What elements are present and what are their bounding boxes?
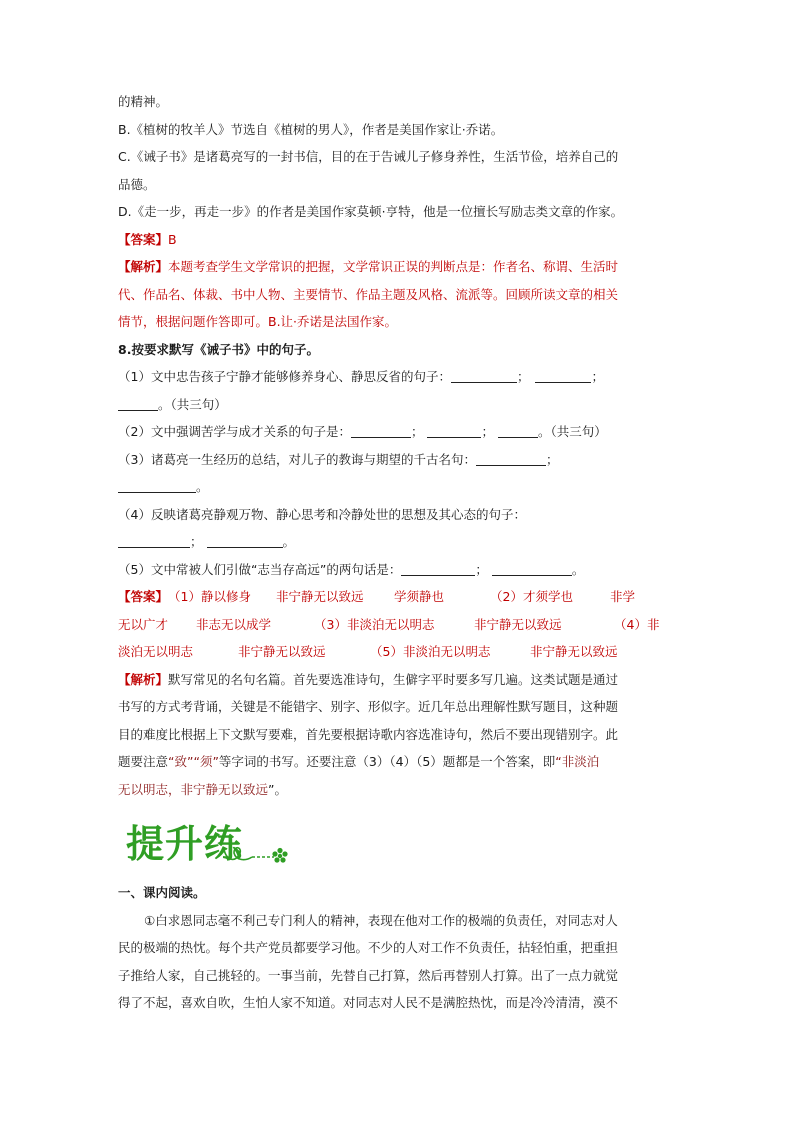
banner-title: 提升练 [126,822,244,866]
option-c: C.《诫子书》是诸葛亮写的一封书信，目的在于告诫儿子修身养性，生活节俭，培养自己的 [118,149,619,164]
q8-item2: （2）文中强调苦学与成才关系的句子是： ； ； 。（共三句） [118,424,607,439]
analysis-1-line2: 代、作品名、体裁、书中人物、主要情节、作品主题及风格、流派等。回顾所读文章的相关 [118,286,619,302]
fill-blank[interactable] [118,397,158,411]
analysis-2-line2: 书写的方式考背诵，关键是不能错字、别字、形似字。近几年总出理解性默写题目，这种题 [118,699,619,714]
option-d: D.《走一步，再走一步》的作者是美国作家莫顿·亨特，他是一位擅长写励志类文章的作家。 [118,204,624,219]
analysis-2-line5: 无以明志，非宁静无以致远”。 [118,781,287,797]
section-banner [118,811,678,873]
answer-1 [118,226,678,254]
answer-2-row3: 淡泊无以明志 非宁静无以致远 （5）非淡泊无以明志 非宁静无以致远 [118,644,618,659]
question-8-title: 8.按要求默写《诫子书》中的句子。 [118,341,319,357]
fill-blank[interactable] [427,424,481,438]
fill-blank[interactable] [401,562,475,576]
option-b: B.《植树的牧羊人》节选自《植树的男人》，作者是美国作家让·乔诺。 [118,121,504,137]
analysis-1-line1: 【解析】本题考查学生文学常识的把握，文学常识正误的判断点是：作者名、称谓、生活时 [118,259,619,274]
section-title: 一、课内阅读。 [118,885,206,900]
passage-line1: ①白求恩同志毫不利己专门利人的精神，表现在他对工作的极端的负责任，对同志对人 [144,912,618,928]
passage-line3: 子推给人家，自己挑轻的。一事当前，先替自己打算，然后再替别人打算。出了一点力就觉 [118,967,619,983]
q8-item1: （1）文中忠告孩子宁静才能够修养身心、静思反省的句子： ； ； [118,369,604,384]
q8-item1-cont: 。（共三句） [118,391,678,419]
analysis-tag: 【解析】 [118,671,169,687]
fill-blank[interactable] [207,534,283,548]
analysis-tag: 【解析】 [118,259,169,274]
fill-blank[interactable] [451,369,517,383]
option-c-cont: 品德。 [118,176,156,192]
fill-blank[interactable] [476,452,546,466]
answer-value: B [168,231,177,247]
fill-blank[interactable] [118,534,190,548]
q8-item5: （5）文中常被人们引做“志当存高远”的两句话是： ； 。 [118,561,585,577]
answer-tag: 【答案】 [118,589,169,604]
passage-line2: 民的极端的热忱。每个共产党员都要学习他。不少的人对工作不负责任，拈轻怕重，把重担 [118,940,619,955]
passage-line4: 得了不起，喜欢自吹，生怕人家不知道。对同志对人民不是满腔热忱，而是冷冷清清，漠不 [118,995,619,1010]
fill-blank[interactable] [492,562,572,576]
q8-item3: （3）诸葛亮一生经历的总结，对儿子的教诲与期望的千古名句： ； [118,451,559,467]
q8-item3-cont: 。 [118,473,678,501]
document-page [118,88,678,1017]
analysis-2-line3: 目的难度比根据上下文默写要难，首先要根据诗歌内容选准诗句，然后不要出现错别字。此 [118,726,619,742]
answer-2-row1: 【答案】（1）静以修身 非宁静无以致远 学须静也 （2）才须学也 非学 [118,589,636,604]
text-line: 的精神。 [118,94,169,109]
answer-tag: 【答案】 [118,231,169,247]
analysis-2-line4: 题要注意“致”“须”等字词的书写。还要注意（3）（4）（5）题都是一个答案，即“非淡泊 [118,754,600,769]
fill-blank[interactable] [351,424,411,438]
analysis-2-line1: 【解析】默写常见的名句名篇。首先要选准诗句，生僻字平时要多写几遍。这类试题是通过 [118,671,619,687]
swirl-decoration-icon [222,839,292,869]
fill-blank[interactable] [535,369,591,383]
fill-blank[interactable] [118,479,196,493]
fill-blank[interactable] [498,424,538,438]
answer-2-row2: 无以广才 非志无以成学 （3）非淡泊无以明志 非宁静无以致远 （4）非 [118,616,660,632]
analysis-1-line3: 情节，根据问题作答即可。B.让·乔诺是法国作家。 [118,314,398,329]
q8-item4-cont: ； 。 [118,528,678,556]
q8-item4: （4）反映诸葛亮静观万物、静心思考和冷静处世的思想及其心态的句子： [118,506,526,522]
